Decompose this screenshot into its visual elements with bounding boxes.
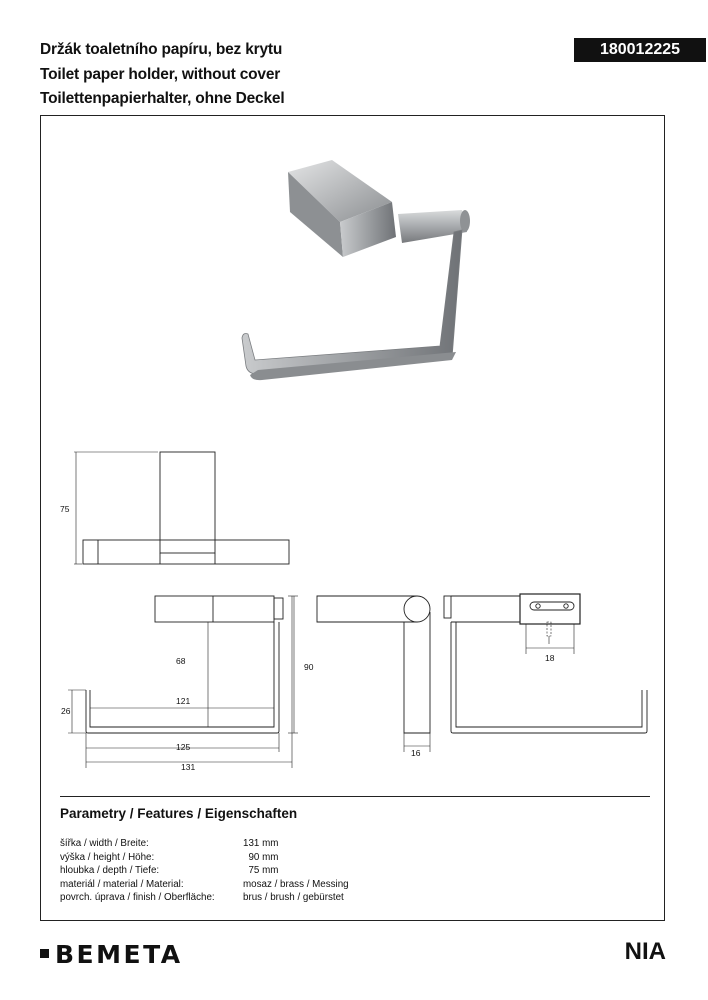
feature-row: materiál / material / Material: mosaz / brass / Messing — [60, 878, 349, 890]
section-divider — [60, 796, 650, 797]
profile-view — [317, 596, 430, 752]
title-czech: Držák toaletního papíru, bez krytu — [40, 41, 283, 58]
logo-square-icon — [40, 949, 49, 958]
dimension-profile-width: 16 — [411, 748, 421, 758]
feature-row: hloubka / depth / Tiefe: 75 mm — [60, 865, 279, 876]
side-view — [74, 452, 289, 564]
product-photo — [242, 160, 470, 380]
dimension-mount-width: 18 — [545, 653, 555, 663]
features-title: Parametry / Features / Eigenschaften — [60, 806, 298, 821]
product-code: 180012225 — [574, 38, 706, 62]
title-english: Toilet paper holder, without cover — [40, 65, 281, 83]
dimension-width: 131 — [181, 762, 196, 772]
title-german: Toilettenpapierhalter, ohne Deckel — [40, 90, 285, 107]
back-view — [444, 594, 647, 733]
feature-row: povrch. úprava / finish / Oberfläche: brus / brush / gebürstet — [60, 892, 344, 903]
feature-row: šířka / width / Breite: 131 mm — [60, 838, 279, 849]
dimension-inner-height: 68 — [176, 656, 186, 666]
dimension-inner-width: 121 — [176, 696, 191, 706]
dimension-arm-width: 125 — [176, 742, 191, 752]
brand-logo — [40, 940, 183, 969]
series-name: NIA — [624, 938, 666, 965]
brand-name: BEMETA — [55, 940, 183, 969]
dimension-height: 90 — [304, 662, 314, 672]
dimension-arm-height: 26 — [61, 706, 71, 716]
features-list — [60, 837, 349, 905]
feature-row: výška / height / Höhe: 90 mm — [60, 851, 279, 863]
dimension-depth: 75 — [60, 504, 70, 514]
